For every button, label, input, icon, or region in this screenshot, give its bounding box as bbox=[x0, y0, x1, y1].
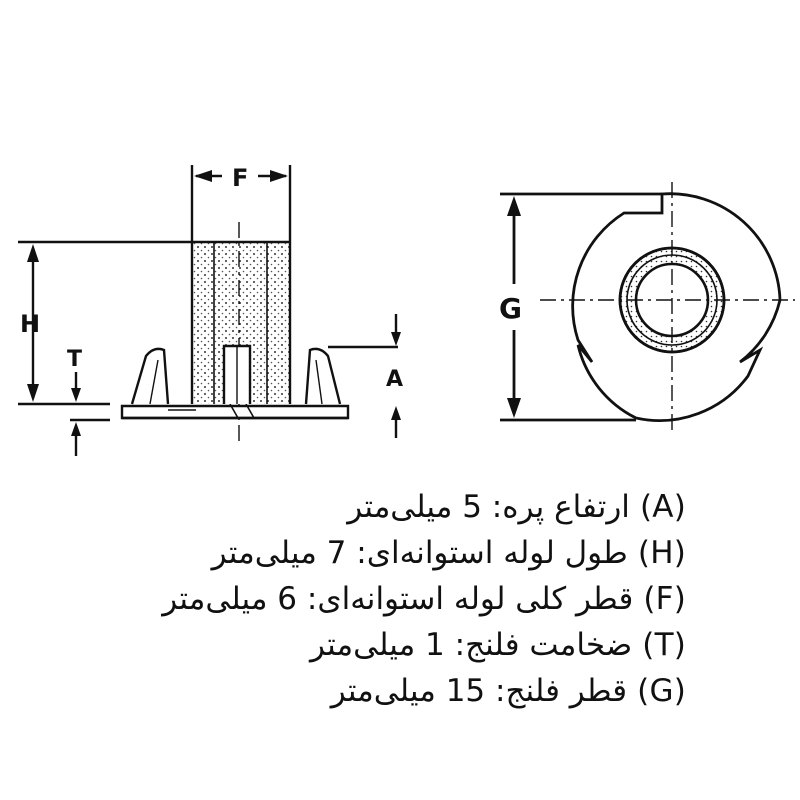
spec-g bbox=[6, 668, 686, 714]
label-h: H bbox=[20, 310, 41, 338]
spec-text: قطر کلی لوله استوانه‌ای: 6 میلی‌متر bbox=[162, 581, 634, 617]
spec-text: قطر فلنج: 15 میلی‌متر bbox=[330, 673, 628, 709]
spec-letter: (G) bbox=[637, 673, 686, 709]
spec-a bbox=[6, 484, 686, 530]
spec-f bbox=[6, 576, 686, 622]
label-a: A bbox=[386, 367, 404, 392]
label-g: G bbox=[499, 292, 522, 325]
spec-letter: (T) bbox=[642, 627, 686, 663]
spec-text: طول لوله استوانه‌ای: 7 میلی‌متر bbox=[211, 535, 628, 571]
top-view bbox=[500, 182, 795, 432]
side-view bbox=[18, 165, 398, 442]
spec-list bbox=[6, 484, 686, 714]
label-f: F bbox=[232, 164, 249, 192]
spec-letter: (F) bbox=[643, 581, 686, 617]
label-t: T bbox=[67, 347, 83, 372]
spec-letter: (H) bbox=[637, 535, 686, 571]
spec-t bbox=[6, 622, 686, 668]
spec-letter: (A) bbox=[639, 489, 686, 525]
spec-text: ضخامت فلنج: 1 میلی‌متر bbox=[310, 627, 633, 663]
spec-text: ارتفاع پره: 5 میلی‌متر bbox=[347, 489, 630, 525]
spec-h bbox=[6, 530, 686, 576]
